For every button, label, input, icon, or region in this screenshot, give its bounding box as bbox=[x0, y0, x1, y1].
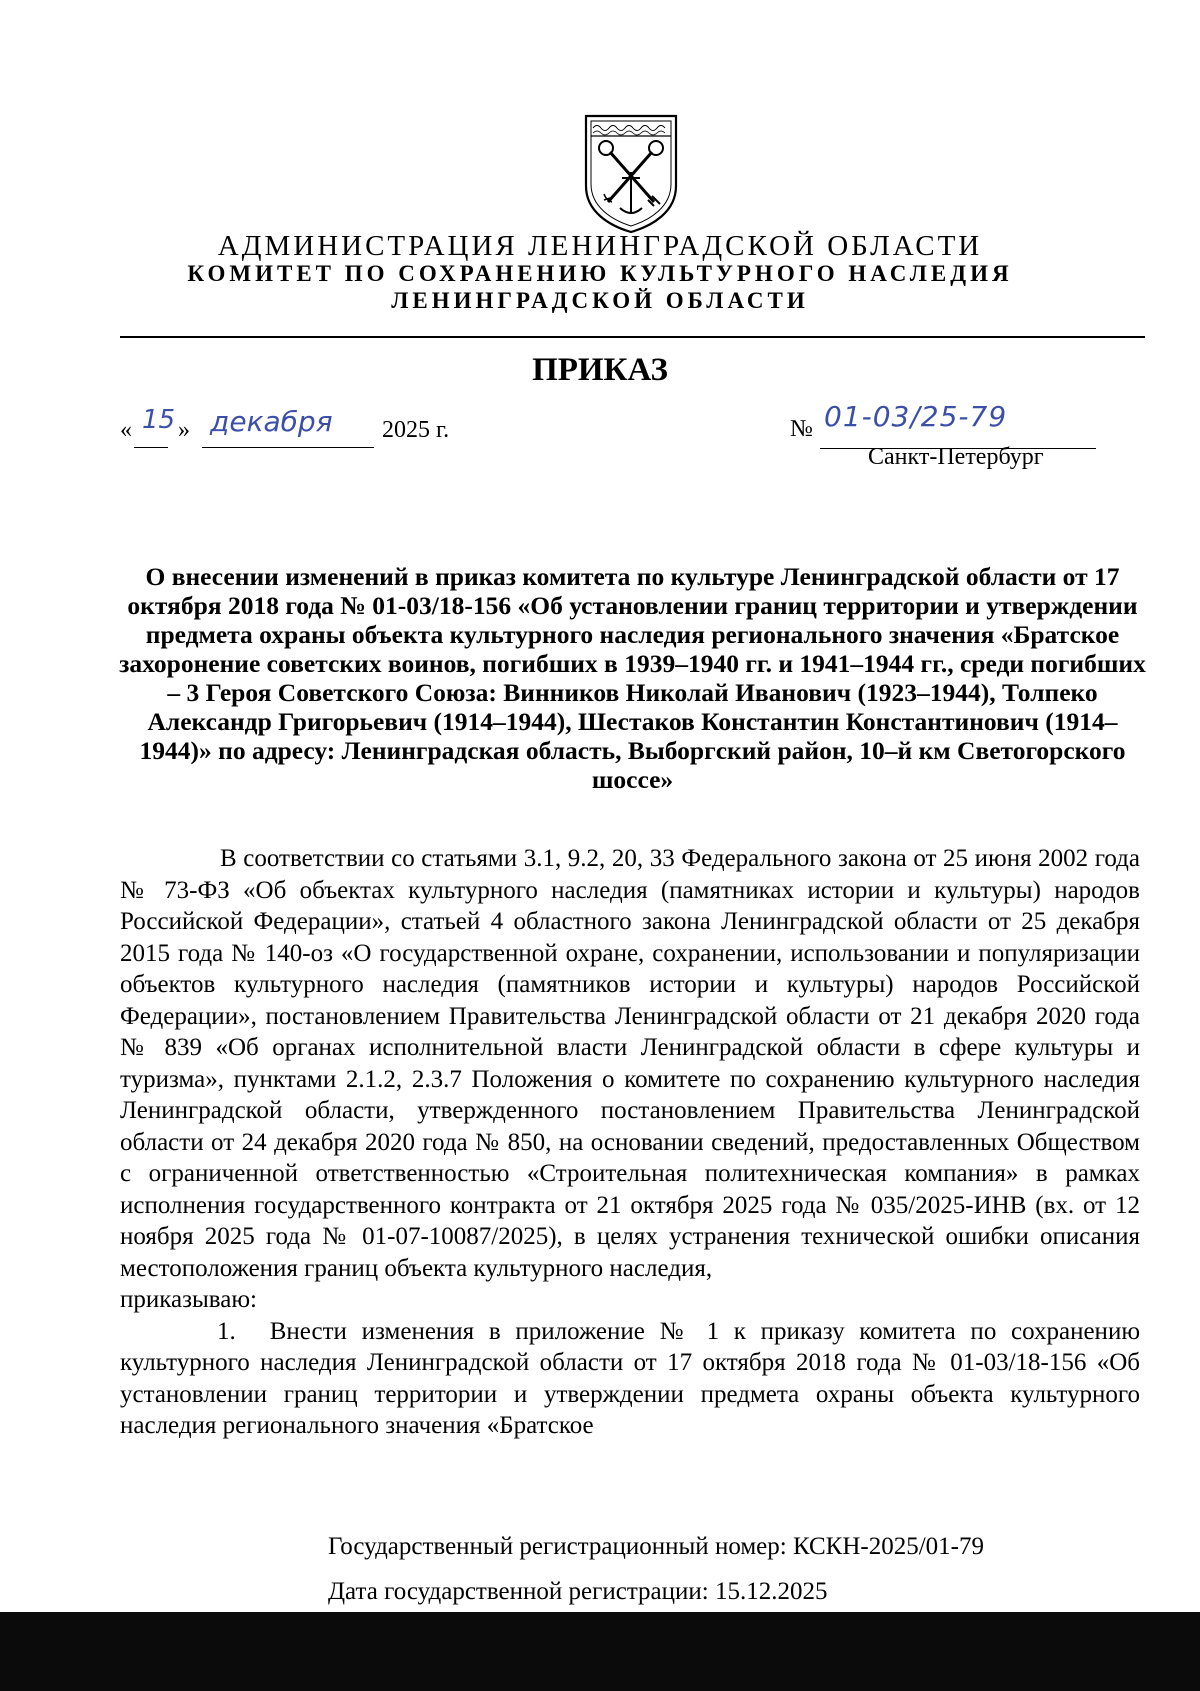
date-close-quote: » bbox=[178, 417, 190, 443]
list-item-text: Внести изменения в приложение № 1 к приказу комитета по сохранению культурного наследия Ленинградской области от 17 октября 2018 года № 01-03/18-156 «Об установлении границ территории и утверждении предмета охраны объекта культурного наследия регионального значения «Братское bbox=[120, 1317, 1140, 1439]
header-divider bbox=[120, 336, 1145, 338]
body-paragraph: В соответствии со статьями 3.1, 9.2, 20, 33 Федерального закона от 25 июня 2002 года № 73-ФЗ «Об объектах культурного наследия (памятниках истории и культуры) народов Российской Федерации», статьей 4 областного закона Ленинградской области от 25 декабря 2015 года № 140-оз «О государственной охране, сохранении, использовании и популяризации объектов культурного наследия (памятников истории и культуры) народов Российской Федерации», постановлением Правительства Ленинградской области от 21 декабря 2020 года № 839 «Об органах исполнительной власти Ленинградской области в сфере культуры и туризма», пунктами 2.1.2, 2.3.7 Положения о комитете по сохранению культурного наследия Ленинградской области, утвержденного постановлением Правительства Ленинградской области от 24 декабря 2020 года № 850, на основании сведений, предоставленных Обществом с ограниченной ответственностью «Строительная политехническая компания» в рамках исполнения государственного контракта от 21 октября 2025 года № 035/2025-ИНВ (вх. от 12 ноября 2025 года № 01-07-10087/2025), в целях устранения технической ошибки описания местоположения границ объекта культурного наследия, bbox=[120, 845, 1140, 1282]
list-item bbox=[120, 1316, 1140, 1442]
date-day-handwritten: 15 bbox=[142, 405, 176, 435]
document-number-handwritten: 01-03/25-79 bbox=[824, 400, 1008, 433]
registration-date: Дата государственной регистрации: 15.12.2025 bbox=[328, 1578, 828, 1605]
date-month-handwritten: декабря bbox=[210, 405, 333, 438]
document-number-field bbox=[790, 400, 1110, 450]
org-name-line3: ЛЕНИНГРАДСКОЙ ОБЛАСТИ bbox=[391, 288, 809, 313]
registration-number: Государственный регистрационный номер: КСКН-2025/01-79 bbox=[328, 1533, 985, 1560]
document-subject: О внесении изменений в приказ комитета по культуре Ленинградской области от 17 октября 2018 года № 01-03/18-156 «Об установлении границ территории и утверждении предмета охраны объекта культурного наследия регионального значения «Братское захоронение советских воинов, погибших в 1939–1940 гг. и 1941–1944 гг., среди погибших – 3 Героя Советского Союза: Винников Николай Иванович (1923–1944), Толпеко Александр Григорьевич (1914–1944), Шестаков Константин Константинович (1914–1944)» по адресу: Ленинградская область, Выборгский район, 10–й км Светогорского шоссе» bbox=[119, 562, 1146, 794]
org-name-line1: АДМИНИСТРАЦИЯ ЛЕНИНГРАДСКОЙ ОБЛАСТИ bbox=[217, 230, 983, 262]
list-item-number: 1. bbox=[217, 1317, 236, 1345]
document-body bbox=[120, 843, 1140, 1442]
scan-border-bottom bbox=[0, 1612, 1200, 1691]
order-word: приказываю: bbox=[120, 1286, 257, 1313]
city: Санкт-Петербург bbox=[868, 444, 1044, 470]
document-title: ПРИКАЗ bbox=[532, 352, 668, 388]
date-day-underline bbox=[134, 447, 168, 448]
org-name-line2: КОМИТЕТ ПО СОХРАНЕНИЮ КУЛЬТУРНОГО НАСЛЕДИЯ bbox=[187, 261, 1013, 286]
date-month-underline bbox=[202, 447, 374, 448]
date-open-quote: « bbox=[120, 417, 132, 443]
number-sign: № bbox=[790, 416, 813, 442]
coat-of-arms-icon bbox=[582, 112, 680, 234]
date-field bbox=[120, 405, 500, 449]
date-year: 2025 г. bbox=[382, 417, 450, 443]
